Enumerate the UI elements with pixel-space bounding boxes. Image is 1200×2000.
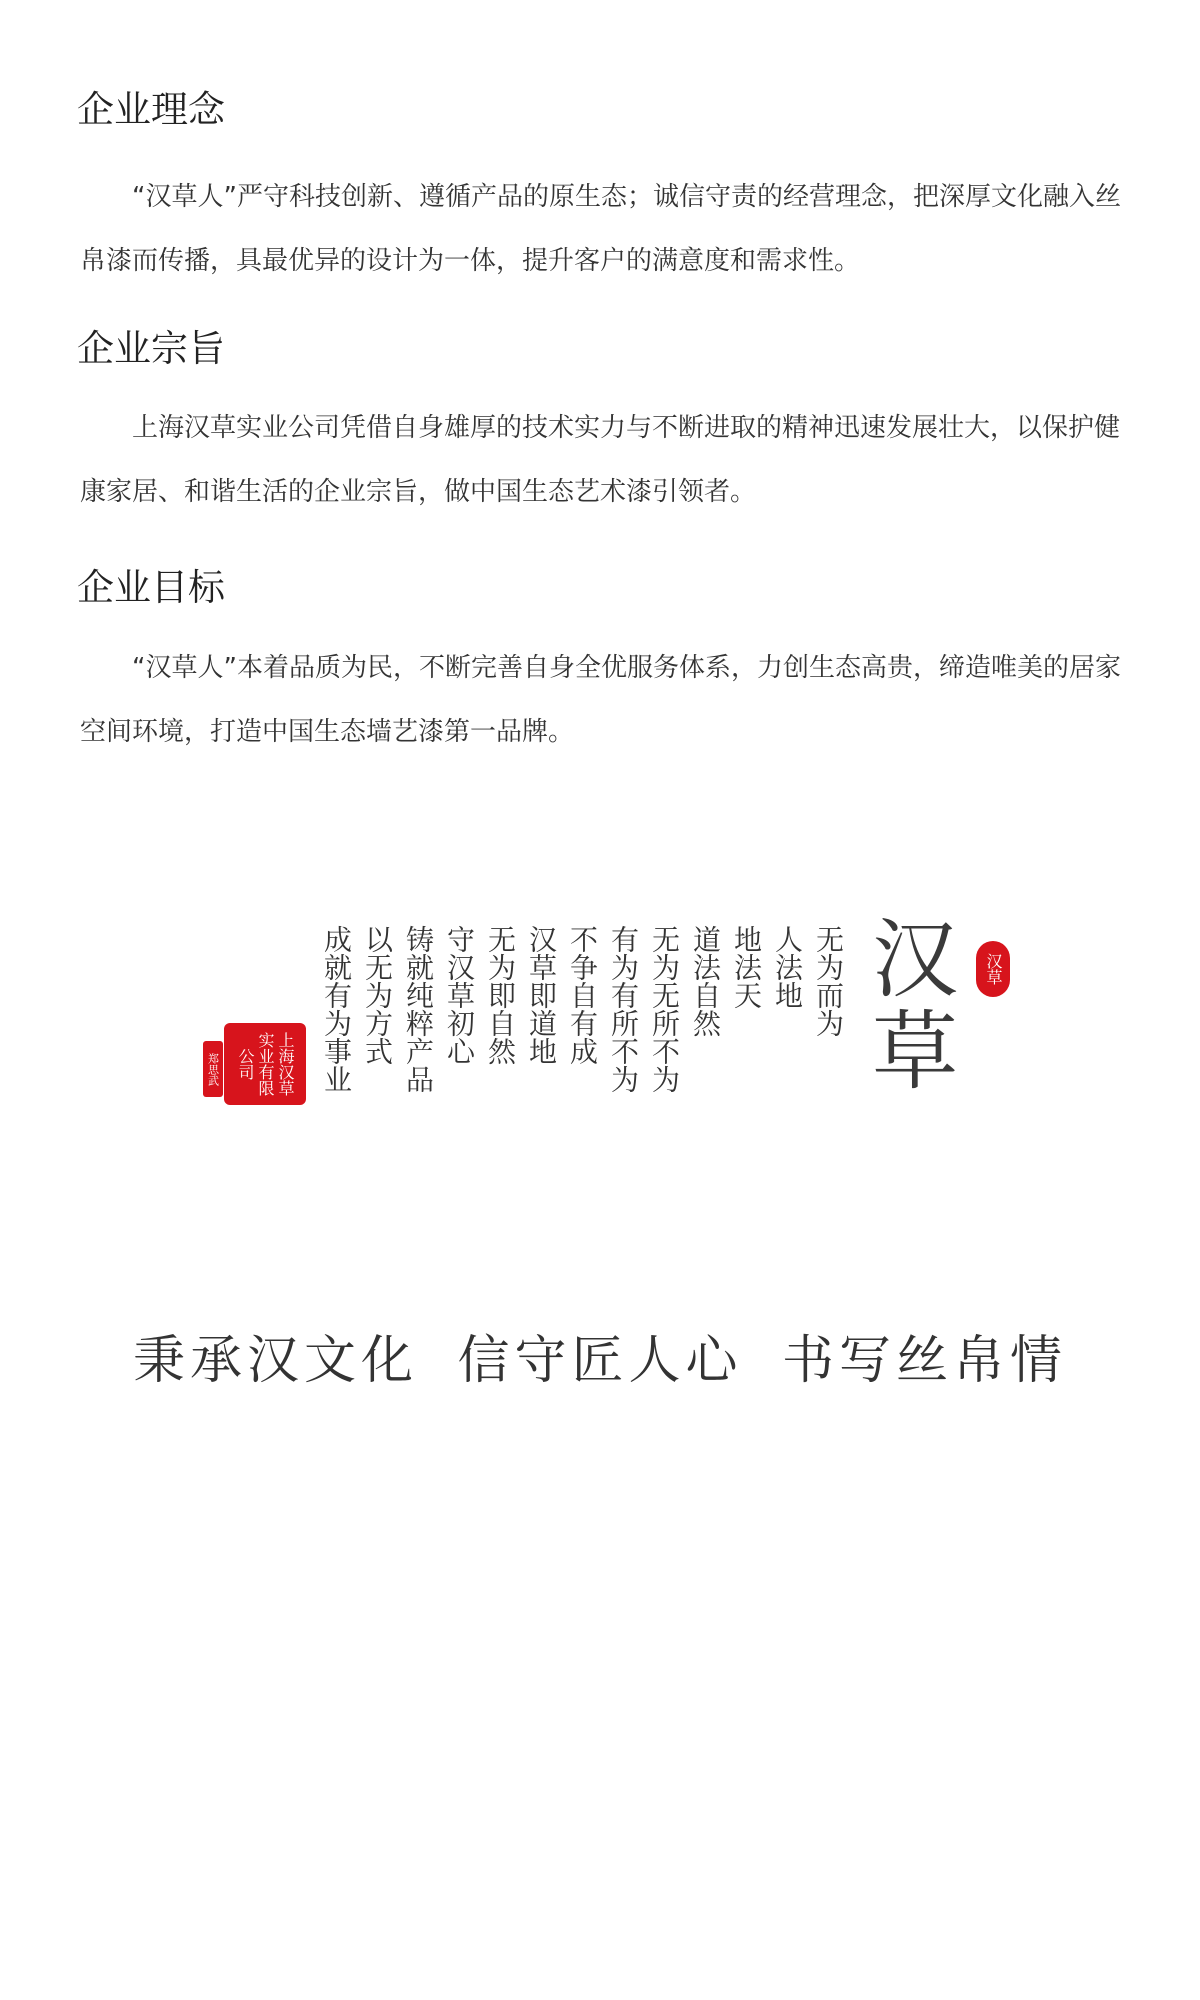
poem-column-4: 道法自然	[689, 925, 722, 1037]
poem-column-13: 成就有为事业	[320, 925, 353, 1093]
title-char-han: 汉	[872, 910, 958, 1010]
poem-column-11: 铸就纯粹产品	[402, 925, 435, 1093]
poem-column-3: 地法天	[730, 925, 763, 1009]
round-seal-stamp: 汉草	[976, 941, 1010, 997]
seal-line-2: 实业有限	[256, 1032, 275, 1096]
body-philosophy: “汉草人”严守科技创新、遵循产品的原生态；诚信守责的经营理念，把深厚文化融入丝帛漆而传播，具最优异的设计为一体，提升客户的满意度和需求性。	[80, 182, 1121, 276]
heading-goal: 企业目标	[77, 566, 225, 609]
body-purpose: 上海汉草实业公司凭借自身雄厚的技术实力与不断进取的精神迅速发展壮大，以保护健康家居、和谐生活的企业宗旨，做中国生态艺术漆引领者。	[80, 413, 1121, 507]
poem-column-1: 无为而为	[812, 925, 845, 1037]
poem-column-8: 汉草即道地	[525, 925, 558, 1065]
poem-column-7: 不争自有成	[566, 925, 599, 1065]
seal-line-1: 上海汉草	[276, 1032, 295, 1096]
poem-column-10: 守汉草初心	[443, 925, 476, 1065]
seal-line-3: 公司	[236, 1048, 255, 1080]
slogan: 秉承汉文化 信守匠人心 书写丝帛情	[132, 1331, 1068, 1391]
title-char-cao: 草	[872, 1002, 958, 1102]
heading-purpose: 企业宗旨	[77, 327, 225, 370]
body-goal: “汉草人”本着品质为民，不断完善自身全优服务体系，力创生态高贵，缔造唯美的居家空间环境，打造中国生态墙艺漆第一品牌。	[80, 653, 1121, 747]
poem-column-5: 无为无所不为	[648, 925, 681, 1093]
company-seal-stamp	[224, 1023, 306, 1105]
name-seal-stamp: 郑思武	[203, 1041, 223, 1097]
poem-column-9: 无为即自然	[484, 925, 517, 1065]
poem-block	[190, 905, 1020, 1145]
heading-philosophy: 企业理念	[77, 88, 225, 131]
poem-column-2: 人法地	[771, 925, 804, 1009]
poem-column-6: 有为有所不为	[607, 925, 640, 1093]
poem-column-12: 以无为方式	[361, 925, 394, 1065]
